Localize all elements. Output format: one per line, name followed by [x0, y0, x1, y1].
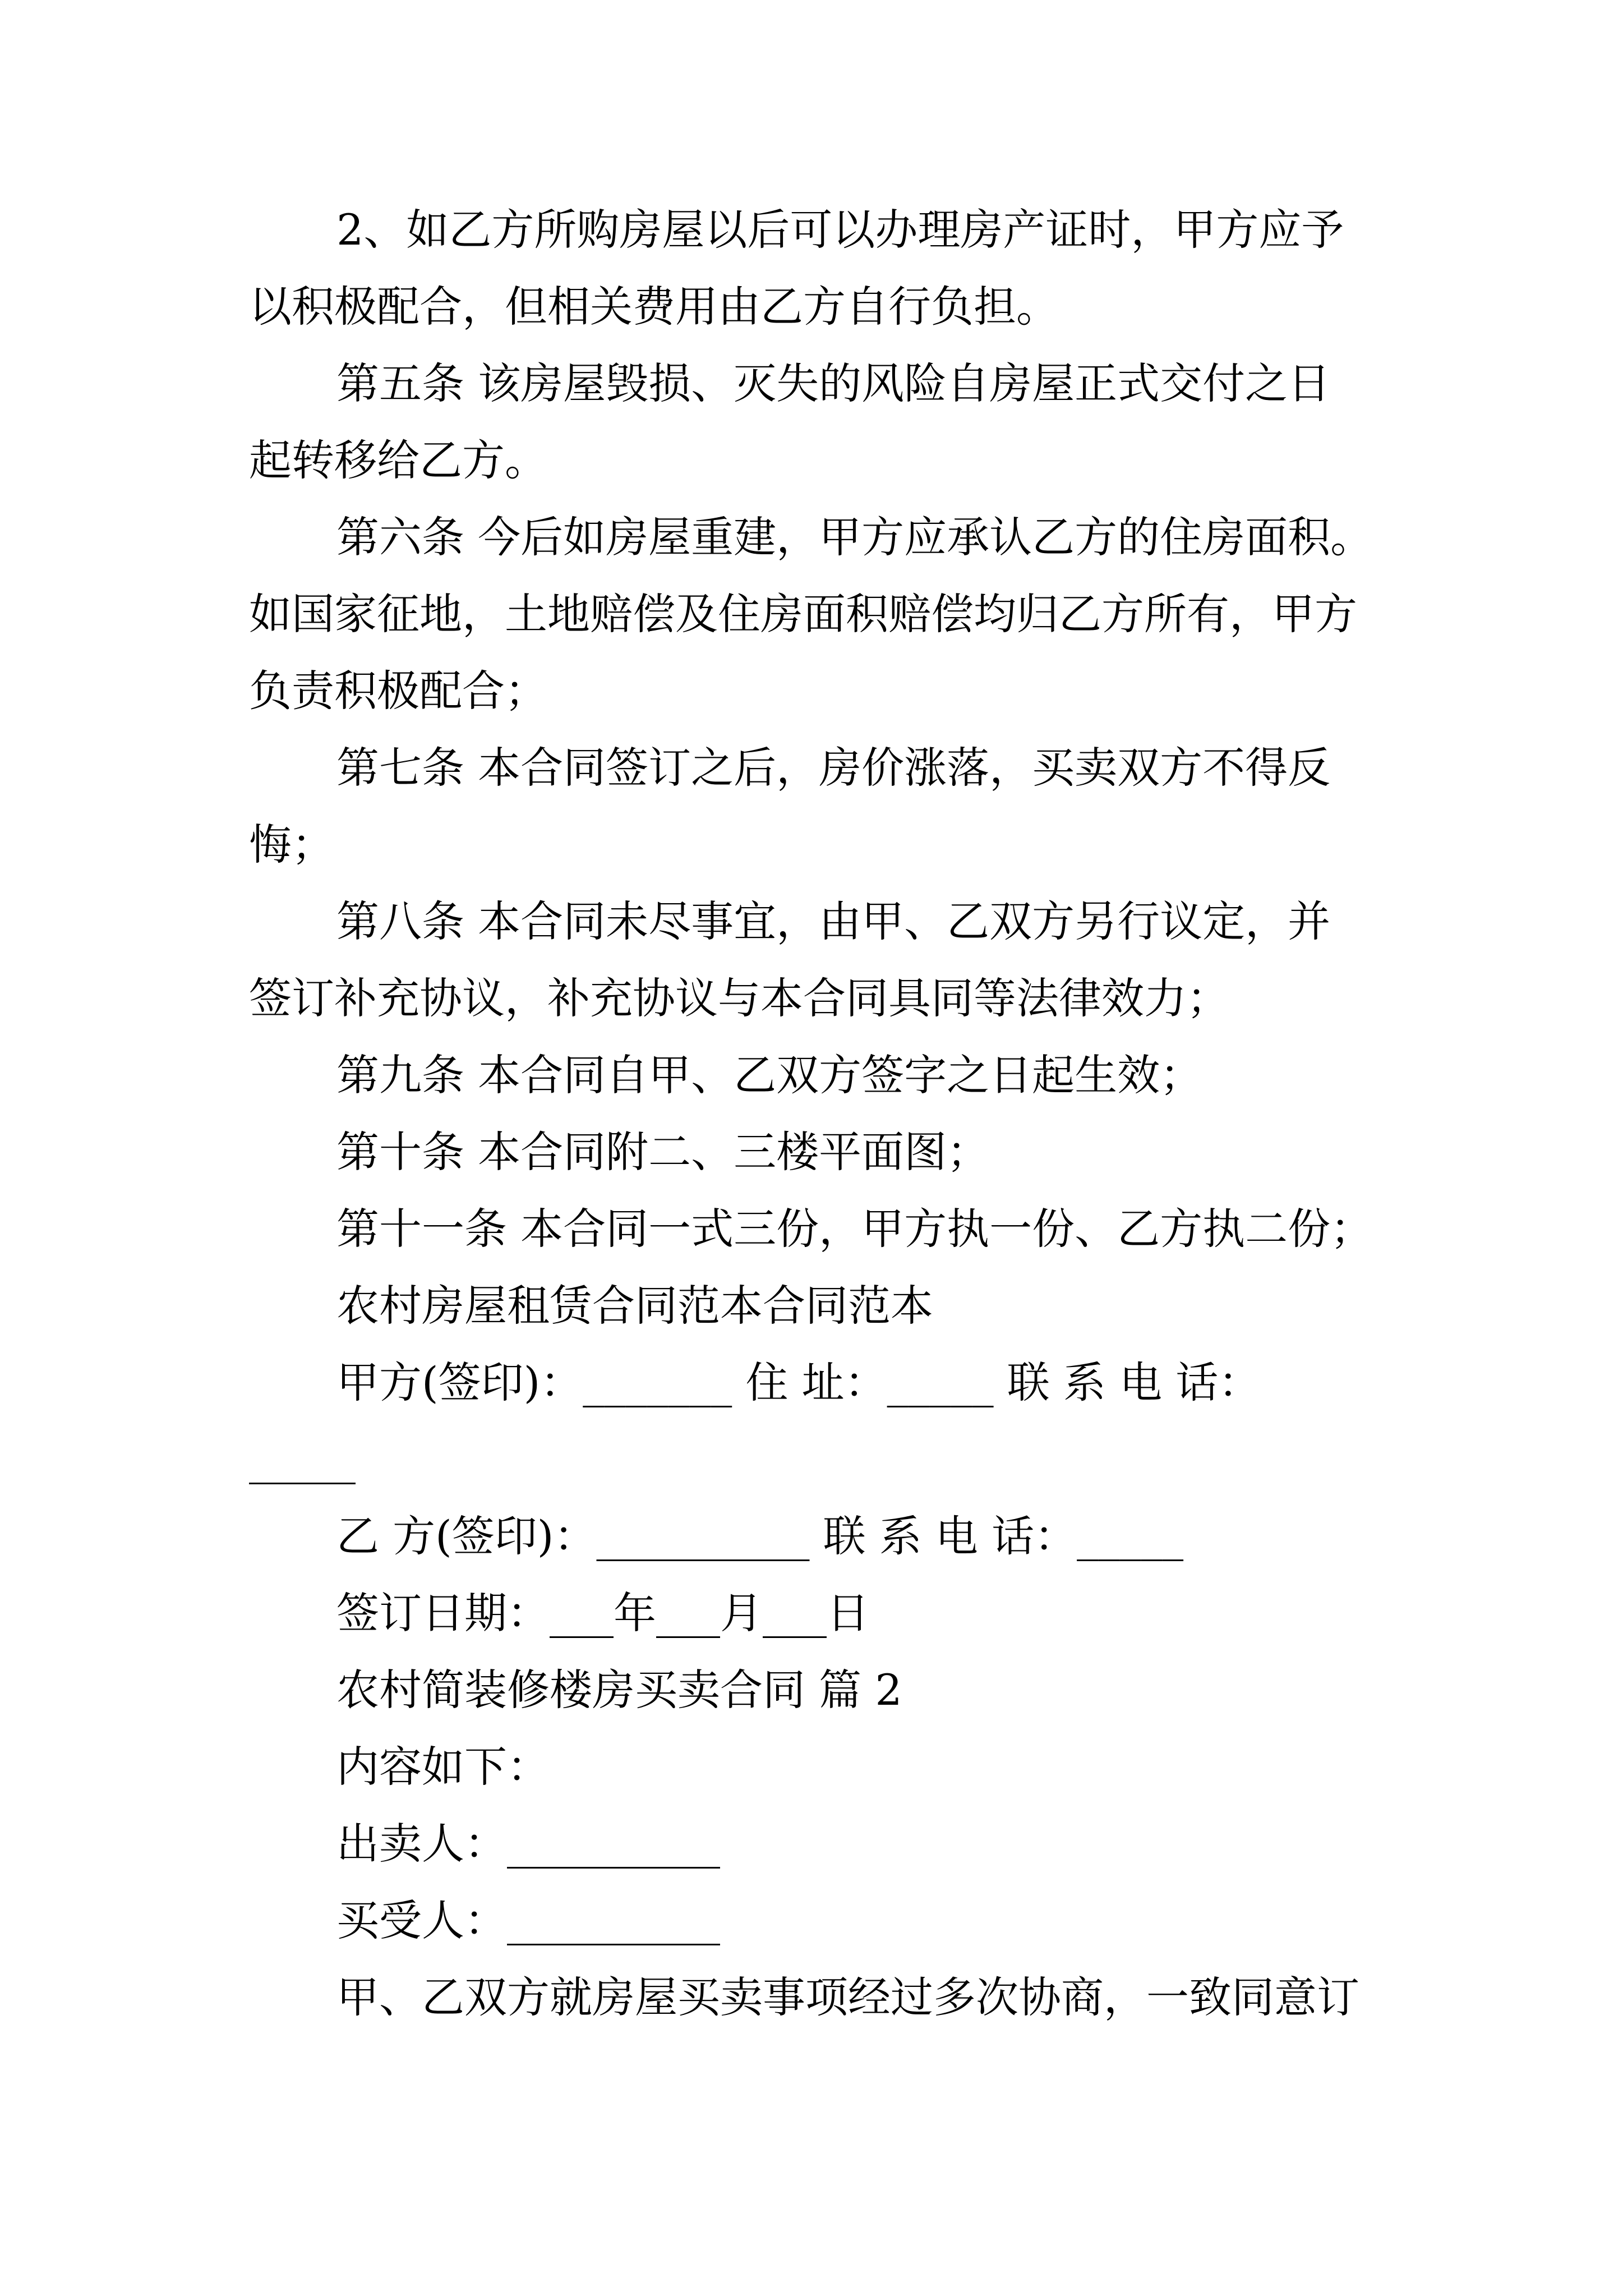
signing-date-line: 签订日期：___年___月___日 [336, 1588, 869, 1638]
text-line: 甲、乙双方就房屋买卖事项经过多次协商，一致同意订 [336, 1972, 1359, 2022]
text-line: 内容如下： [336, 1742, 550, 1792]
text-line: _____ [249, 1434, 356, 1484]
text-line: 负责积极配合； [249, 666, 547, 716]
text-line: 第十一条 本合同一式三份，甲方执一份、乙方执二份； [336, 1204, 1373, 1254]
section-heading: 农村简装修楼房买卖合同 篇 2 [336, 1665, 902, 1715]
text-line: 第九条 本合同自甲、乙双方签字之日起生效； [336, 1050, 1203, 1100]
buyer-line: 买受人：__________ [336, 1895, 720, 1945]
text-line: 如国家征地，土地赔偿及住房面积赔偿均归乙方所有，甲方 [249, 589, 1357, 639]
text-line: 悔； [249, 820, 334, 869]
text-line: 第七条 本合同签订之后，房价涨落，买卖双方不得反 [336, 743, 1331, 793]
text-line: 第六条 今后如房屋重建，甲方应承认乙方的住房面积。 [336, 512, 1373, 562]
party-a-signature-line: 甲方(签印)：_______ 住 址：_____ 联 系 电 话： [336, 1358, 1261, 1407]
text-line: 以积极配合，但相关费用由乙方自行负担。 [249, 282, 1059, 332]
text-line: 2、如乙方所购房屋以后可以办理房产证时，甲方应予 [336, 205, 1344, 255]
text-line: 第五条 该房屋毁损、灭失的风险自房屋正式交付之日 [336, 358, 1331, 408]
text-line: 农村房屋租赁合同范本合同范本 [336, 1281, 933, 1331]
text-line: 第八条 本合同未尽事宜，由甲、乙双方另行议定，并 [336, 896, 1331, 946]
party-b-signature-line: 乙 方(签印)：__________ 联 系 电 话：_____ [336, 1511, 1184, 1561]
text-line: 签订补充协议，补充协议与本合同具同等法律效力； [249, 973, 1229, 1023]
seller-line: 出卖人：__________ [336, 1819, 720, 1869]
text-line: 第十条 本合同附二、三楼平面图； [336, 1127, 990, 1177]
text-line: 起转移给乙方。 [249, 435, 547, 485]
